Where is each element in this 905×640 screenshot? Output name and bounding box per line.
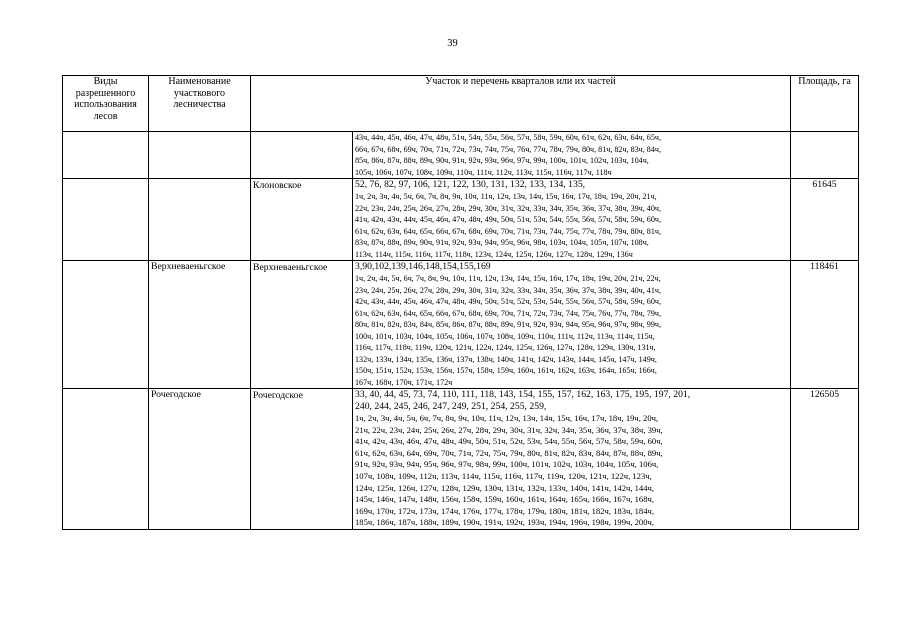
cell-use-type: [63, 132, 149, 179]
quarters-main-line: 3,90,102,139,146,148,154,155,169: [355, 261, 491, 272]
header-use-type: Виды разрешенного использования лесов: [63, 76, 149, 132]
quarters-part-line: 105ч, 106ч, 107ч, 108ч, 109ч, 110ч, 111ч, 112ч, 113ч, 115ч, 116ч, 117ч, 118ч: [355, 167, 612, 177]
quarters-part-line: 113ч, 114ч, 115ч, 116ч, 117ч, 118ч, 123ч, 124ч, 125ч, 126ч, 127ч, 128ч, 129ч, 136ч: [355, 249, 633, 259]
quarters-main-line: 33, 40, 44, 45, 73, 74, 110, 111, 118, 143, 154, 155, 157, 162, 163, 175, 195, 197, 201,: [355, 389, 691, 400]
cell-use-type: [63, 261, 149, 389]
quarters-part-line: 41ч, 42ч, 43ч, 46ч, 47ч, 48ч, 49ч, 50ч, 51ч, 52ч, 53ч, 54ч, 55ч, 56ч, 57ч, 58ч, 59ч, 60ч,: [355, 436, 663, 447]
cell-district: Клоновское: [251, 179, 353, 260]
quarters-part-line: 167ч, 168ч, 170ч, 171ч, 172ч: [355, 377, 453, 387]
quarters-part-line: 107ч, 108ч, 109ч, 112ч, 113ч, 114ч, 115ч, 116ч, 117ч, 119ч, 120ч, 121ч, 122ч, 123ч,: [355, 470, 652, 481]
cell-forestry: [149, 132, 251, 179]
cell-area: [791, 132, 859, 179]
table-row: [63, 261, 859, 389]
quarters-part-line: 132ч, 133ч, 134ч, 135ч, 136ч, 137ч, 138ч, 140ч, 141ч, 142ч, 143ч, 144ч, 145ч, 147ч, 149ч,: [355, 354, 657, 364]
forest-use-table: [62, 75, 859, 530]
quarters-part-line: 150ч, 151ч, 152ч, 153ч, 156ч, 157ч, 158ч, 159ч, 160ч, 161ч, 162ч, 163ч, 164ч, 165ч, 166ч,: [355, 366, 657, 375]
cell-area: 126505: [791, 389, 859, 530]
quarters-part-line: 43ч, 44ч, 45ч, 46ч, 47ч, 48ч, 51ч, 54ч, 55ч, 56ч, 57ч, 58ч, 59ч, 60ч, 61ч, 62ч, 63ч, 64ч, 65ч,: [355, 133, 661, 142]
quarters-part-line: 42ч, 43ч, 44ч, 45ч, 46ч, 47ч, 48ч, 49ч, 50ч, 51ч, 52ч, 53ч, 54ч, 55ч, 56ч, 57ч, 58ч, 59ч, 60ч,: [355, 297, 661, 306]
cell-area: 118461: [791, 261, 859, 389]
cell-forestry: Верхневаеньгское: [149, 261, 251, 389]
cell-district: Верхневаеньгское: [251, 261, 353, 388]
quarters-part-line: 1ч, 2ч, 3ч, 4ч, 5ч, 6ч, 7ч, 8ч, 9ч, 10ч, 11ч, 12ч, 13ч, 14ч, 15ч, 16ч, 17ч, 18ч, 19ч, 20ч, 21ч,: [355, 192, 657, 201]
cell-plots: [251, 179, 791, 261]
quarters-main-line: 52, 76, 82, 97, 106, 121, 122, 130, 131, 132, 133, 134, 135,: [355, 179, 586, 190]
quarters-list: [353, 179, 790, 260]
quarters-part-line: 1ч, 2ч, 3ч, 4ч, 5ч, 6ч, 7ч, 8ч, 9ч, 10ч, 11ч, 12ч, 13ч, 14ч, 15ч, 16ч, 17ч, 18ч, 19ч, 20ч,: [355, 413, 659, 423]
quarters-part-line: 185ч, 186ч, 187ч, 188ч, 189ч, 190ч, 191ч, 192ч, 193ч, 194ч, 196ч, 198ч, 199ч, 200ч,: [355, 517, 654, 528]
cell-plots: [251, 132, 791, 179]
table-header-row: [63, 76, 859, 132]
quarters-part-line: 83ч, 87ч, 88ч, 89ч, 90ч, 91ч, 92ч, 93ч, 94ч, 95ч, 96ч, 98ч, 103ч, 104ч, 105ч, 107ч, 108ч,: [355, 238, 649, 247]
cell-forestry: [149, 179, 251, 261]
quarters-part-line: 41ч, 42ч, 43ч, 44ч, 45ч, 46ч, 47ч, 48ч, 49ч, 50ч, 51ч, 53ч, 54ч, 55ч, 56ч, 57ч, 58ч, 59ч, 60ч,: [355, 215, 661, 224]
cell-area: 61645: [791, 179, 859, 261]
quarters-part-line: 1ч, 2ч, 4ч, 5ч, 6ч, 7ч, 8ч, 9ч, 10ч, 11ч, 12ч, 13ч, 14ч, 15ч, 16ч, 17ч, 18ч, 19ч, 20ч, 21ч, 22ч,: [355, 274, 661, 283]
cell-forestry: Рочегодское: [149, 389, 251, 530]
cell-use-type: [63, 179, 149, 261]
cell-plots: [251, 261, 791, 389]
cell-district: Рочегодское: [251, 389, 353, 529]
quarters-list: [353, 389, 790, 529]
quarters-part-line: 22ч, 23ч, 24ч, 25ч, 26ч, 27ч, 28ч, 29ч, 30ч, 31ч, 32ч, 33ч, 34ч, 35ч, 36ч, 37ч, 38ч, 39ч, 40ч,: [355, 203, 661, 213]
cell-district: [251, 132, 353, 178]
quarters-part-line: 145ч, 146ч, 147ч, 148ч, 156ч, 158ч, 159ч, 160ч, 161ч, 164ч, 165ч, 166ч, 167ч, 168ч,: [355, 494, 654, 505]
quarters-list: [353, 261, 790, 388]
page-number: 39: [447, 38, 458, 49]
quarters-main-line: 240, 244, 245, 246, 247, 249, 251, 254, 255, 259,: [355, 401, 547, 412]
quarters-part-line: 116ч, 117ч, 118ч, 119ч, 120ч, 121ч, 122ч, 124ч, 125ч, 126ч, 127ч, 128ч, 129ч, 130ч, 131ч,: [355, 343, 656, 352]
quarters-part-line: 124ч, 125ч, 126ч, 127ч, 128ч, 129ч, 130ч, 131ч, 132ч, 133ч, 140ч, 141ч, 142ч, 144ч,: [355, 482, 654, 493]
quarters-part-line: 61ч, 62ч, 63ч, 64ч, 65ч, 66ч, 67ч, 68ч, 69ч, 70ч, 71ч, 73ч, 74ч, 75ч, 77ч, 78ч, 79ч, 80ч, 81ч,: [355, 226, 661, 236]
quarters-part-line: 80ч, 81ч, 82ч, 83ч, 84ч, 85ч, 86ч, 87ч, 88ч, 89ч, 91ч, 92ч, 93ч, 94ч, 95ч, 96ч, 97ч, 98ч, 99ч,: [355, 320, 661, 329]
header-forestry-name: Наименование участкового лесничества: [149, 76, 251, 132]
table-row: [63, 179, 859, 261]
quarters-list: [353, 132, 790, 178]
quarters-part-line: 21ч, 22ч, 23ч, 24ч, 25ч, 26ч, 27ч, 28ч, 29ч, 30ч, 31ч, 32ч, 34ч, 35ч, 36ч, 37ч, 38ч, 39ч,: [355, 424, 663, 435]
header-area: Площадь, га: [791, 76, 859, 132]
table-row: [63, 389, 859, 530]
quarters-part-line: 85ч, 86ч, 87ч, 88ч, 89ч, 90ч, 91ч, 92ч, 93ч, 96ч, 97ч, 99ч, 100ч, 101ч, 102ч, 103ч, 104ч,: [355, 156, 649, 165]
quarters-part-line: 66ч, 67ч, 68ч, 69ч, 70ч, 71ч, 72ч, 73ч, 74ч, 75ч, 76ч, 77ч, 78ч, 79ч, 80ч, 81ч, 82ч, 83ч, 84ч,: [355, 144, 661, 154]
quarters-part-line: 91ч, 92ч, 93ч, 94ч, 95ч, 96ч, 97ч, 98ч, 99ч, 100ч, 101ч, 102ч, 103ч, 104ч, 105ч, 106ч,: [355, 459, 659, 470]
quarters-part-line: 100ч, 101ч, 103ч, 104ч, 105ч, 106ч, 107ч, 108ч, 109ч, 110ч, 111ч, 112ч, 113ч, 114ч, 115ч,: [355, 331, 655, 341]
cell-plots: [251, 389, 791, 530]
header-plots: Участок и перечень кварталов или их частей: [251, 76, 791, 132]
quarters-part-line: 61ч, 62ч, 63ч, 64ч, 65ч, 66ч, 67ч, 68ч, 69ч, 70ч, 71ч, 72ч, 73ч, 74ч, 75ч, 76ч, 77ч, 78ч, 79ч,: [355, 308, 661, 318]
table-row: [63, 132, 859, 179]
cell-use-type: [63, 389, 149, 530]
quarters-part-line: 23ч, 24ч, 25ч, 26ч, 27ч, 28ч, 29ч, 30ч, 31ч, 32ч, 33ч, 34ч, 35ч, 36ч, 37ч, 38ч, 39ч, 40ч, 41ч,: [355, 285, 661, 295]
quarters-part-line: 169ч, 170ч, 172ч, 173ч, 174ч, 176ч, 177ч, 178ч, 179ч, 180ч, 181ч, 182ч, 183ч, 184ч,: [355, 505, 654, 516]
quarters-part-line: 61ч, 62ч, 63ч, 64ч, 69ч, 70ч, 71ч, 72ч, 75ч, 79ч, 80ч, 81ч, 82ч, 83ч, 84ч, 87ч, 88ч, 89ч,: [355, 447, 663, 458]
